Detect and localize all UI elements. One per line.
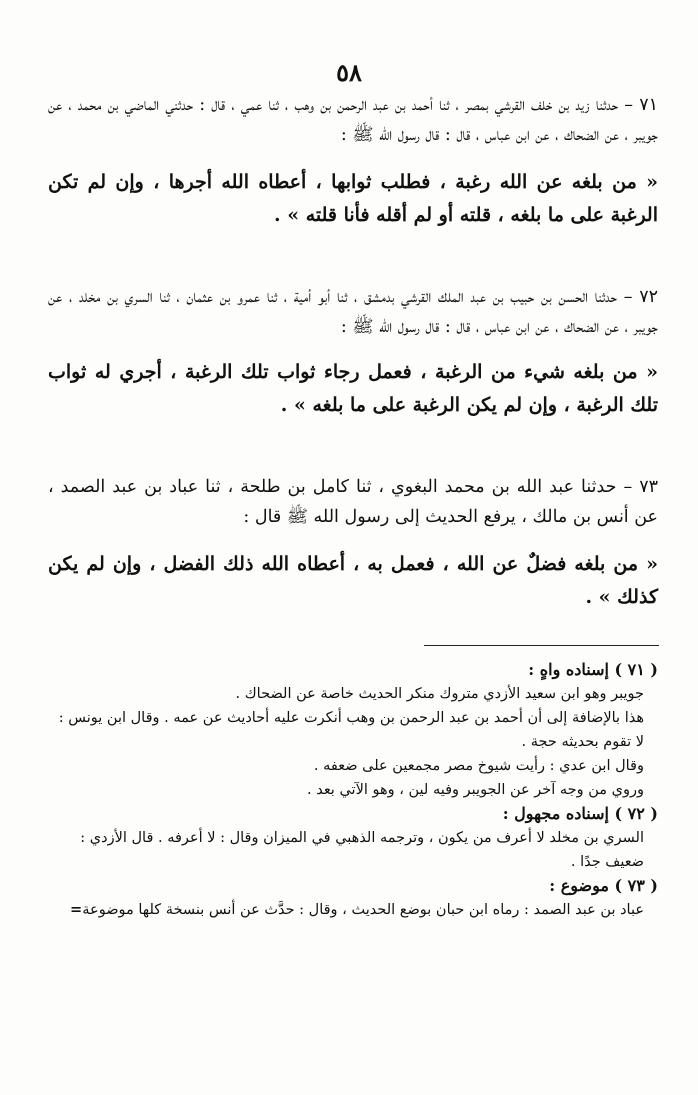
hadith-72 [48, 282, 658, 422]
footnote-71-head: ( ٧١ ) إسناده واهٍ : [528, 660, 658, 679]
hadith-73-text: « من بلغه فضلٌ عن الله ، فعمل به ، أعطاه الله ذلك الفضل ، وإن لم يكن كذلك » . [48, 553, 658, 608]
hadith-71 [48, 90, 658, 232]
hadith-71-narration: ٧١ – حدثنا زيد بن خلف القرشي بمصر ، ثنا أحمد بن عبد الرحمن بن وهب ، ثنا عمي ، قال : حدثني الماضي بن محمد ، عن جويبر ، عن الضحاك ، عن ابن عباس ، قال : قال رسول الله ﷺ : [48, 95, 658, 145]
footnote-divider [424, 645, 659, 646]
hadith-72-narration: ٧٢ – حدثنا الحسن بن حبيب بن عبد الملك القرشي بدمشق ، ثنا أبو أمية ، ثنا عمرو بن عثمان ، ثنا السري بن مخلد ، عن جويبر ، عن الضحاك ، عن ابن عباس ، قال : قال رسول الله ﷺ : [48, 287, 658, 337]
footnote-71-line: جويبر وهو ابن سعيد الأزدي متروك منكر الحديث خاصة عن الضحاك . [235, 686, 644, 702]
footnotes [48, 658, 658, 922]
hadith-71-text: « من بلغه عن الله رغبة ، فطلب ثوابها ، أعطاه الله أجرها ، وإن لم تكن الرغبة على ما بلغه ، قلته أو لم أقله فأنا قلته » . [48, 171, 658, 226]
footnote-72 [48, 802, 658, 874]
hadith-73 [48, 472, 658, 614]
footnote-73 [48, 874, 658, 922]
hadith-73-narration: ٧٣ – حدثنا عبد الله بن محمد البغوي ، ثنا كامل بن طلحة ، ثنا عباد بن عبد الصمد ، عن أنس بن مالك ، يرفع الحديث إلى رسول الله ﷺ قال : [48, 477, 658, 527]
footnote-71-line: هذا بالإضافة إلى أن أحمد بن عبد الرحمن بن وهب أنكرت عليه أحاديث عن عمه . وقال ابن يونس : لا تقوم بحديثه حجة . [58, 710, 644, 750]
footnote-71 [48, 658, 658, 802]
footnote-72-line: السري بن مخلد لا أعرف من يكون ، وترجمه الذهبي في الميزان وقال : لا أعرفه . قال الأزدي : ضعيف جدًا . [80, 830, 644, 870]
hadith-72-text: « من بلغه شيء من الرغبة ، فعمل رجاء ثواب تلك الرغبة ، أجري له ثواب تلك الرغبة ، وإن لم يكن الرغبة على ما بلغه » . [48, 361, 658, 416]
footnote-73-head: ( ٧٣ ) موضوع : [549, 876, 658, 895]
footnote-71-line: وروي من وجه آخر عن الجويبر وفيه لين ، وهو الآتي بعد . [306, 782, 644, 798]
footnote-73-line: عباد بن عبد الصمد : رماه ابن حبان بوضع الحديث ، وقال : حدَّث عن أنس بنسخة كلها موضوعة [82, 902, 644, 918]
footnote-continuation-mark: = [70, 901, 83, 918]
footnote-72-head: ( ٧٢ ) إسناده مجهول : [502, 804, 658, 823]
footnote-71-line: وقال ابن عدي : رأيت شيوخ مصر مجمعين على ضعفه . [313, 758, 644, 774]
page-number: ٥٨ [336, 58, 362, 87]
